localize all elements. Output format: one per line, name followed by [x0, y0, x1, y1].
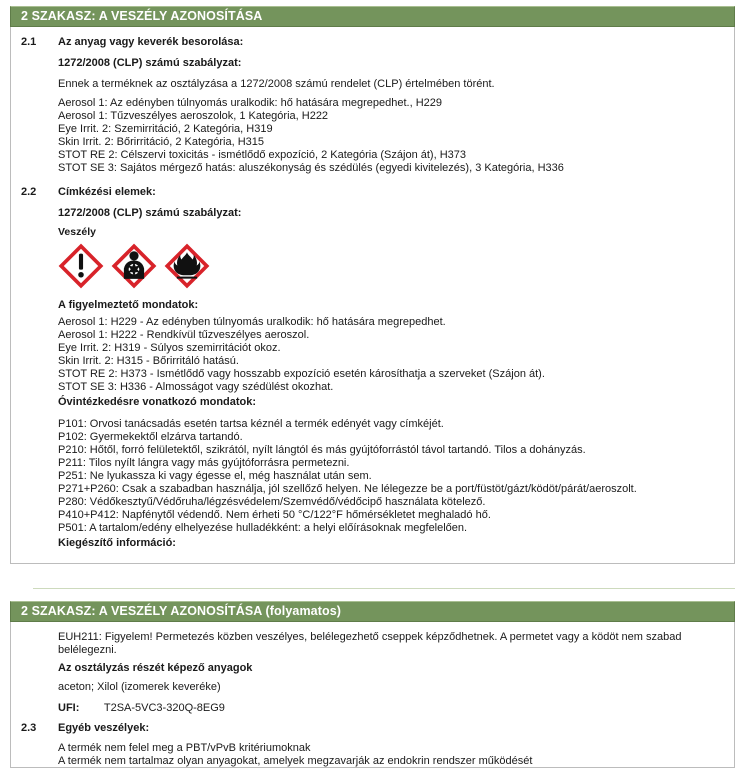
- classification-line: Skin Irrit. 2: Bőrirritáció, 2 Kategória, H315: [58, 136, 265, 148]
- ghs-pictogram-row: [58, 243, 724, 289]
- subsection-2-1-heading: [21, 36, 724, 49]
- other-hazard-line: A termék nem felel meg a PBT/vPvB kritériumoknak: [58, 742, 311, 754]
- subsection-title: Címkézési elemek:: [58, 186, 156, 198]
- hazard-statement-line: Eye Irrit. 2: H319 - Súlyos szemirritációt okoz.: [58, 342, 281, 354]
- classification-intro: Ennek a terméknek az osztályzása a 1272/2008 számú rendelet (CLP) értelmében törént.: [58, 78, 495, 90]
- clp-regulation-heading: 1272/2008 (CLP) számú szabályzat:: [58, 207, 242, 219]
- classification-line: Eye Irrit. 2: Szemirritáció, 2 Kategória, H319: [58, 123, 273, 135]
- precaution-line: P102: Gyermekektől elzárva tartandó.: [58, 431, 243, 443]
- precaution-line: P211: Tilos nyílt lángra vagy más gyújtóforrásra permetezni.: [58, 457, 350, 469]
- subsection-2-2-heading: [21, 186, 724, 199]
- section2-content-box: [10, 27, 735, 564]
- page-rule-divider: [33, 588, 735, 589]
- supplemental-info-heading: Kiegészítő információ:: [58, 537, 176, 549]
- classification-line: STOT SE 3: Sajátos mérgező hatás: aluszékonyság és szédülés (egyedi kivitelezés), 3 Kategória, H336: [58, 162, 564, 174]
- precaution-line: P101: Orvosi tanácsadás esetén tartsa kéznél a termék edényét vagy címkéjét.: [58, 418, 444, 430]
- ufi-row: [58, 702, 724, 715]
- ufi-label: UFI:: [58, 702, 80, 714]
- precautionary-statements-heading: Óvintézkedésre vonatkozó mondatok:: [58, 396, 257, 408]
- ufi-value: T2SA-5VC3-320Q-8EG9: [103, 702, 225, 714]
- subsection-number: 2.2: [21, 186, 37, 198]
- classification-line: STOT RE 2: Célszervi toxicitás - ismétlődő expozíció, 2 Kategória (Szájon át), H373: [58, 149, 466, 161]
- other-hazard-line: A termék nem tartalmaz olyan anyagokat, amelyek megzavarják az endokrin rendszer működését: [58, 755, 533, 767]
- clp-regulation-heading: 1272/2008 (CLP) számú szabályzat:: [58, 57, 242, 69]
- precaution-line: P210: Hőtől, forró felületektől, szikrától, nyílt lángtól és más gyújtóforrástól távol tartandó. Tilos a dohányzás.: [58, 444, 586, 456]
- classification-list: [58, 97, 724, 175]
- ghs08-health-hazard-icon: [111, 243, 157, 289]
- precaution-line: P251: Ne lyukassza ki vagy égesse el, még használat után sem.: [58, 470, 372, 482]
- hazard-statements-heading: A figyelmeztető mondatok:: [58, 299, 199, 311]
- substances-heading: Az osztályzás részét képező anyagok: [58, 662, 253, 674]
- signal-word: Veszély: [58, 226, 96, 238]
- subsection-number: 2.1: [21, 36, 37, 48]
- precaution-line: P501: A tartalom/edény elhelyezése hulladékként: a helyi előírásoknak megfelelően.: [58, 522, 468, 534]
- subsection-title: Az anyag vagy keverék besorolása:: [58, 36, 244, 48]
- ghs02-flame-icon: [164, 243, 210, 289]
- hazard-statement-line: Skin Irrit. 2: H315 - Bőrirritáló hatású.: [58, 355, 239, 367]
- classification-line: Aerosol 1: Tűzveszélyes aeroszolok, 1 Kategória, H222: [58, 110, 329, 122]
- section2-continued-header-bar: 2 SZAKASZ: A VESZÉLY AZONOSÍTÁSA (folyamatos): [10, 601, 735, 622]
- section2-header-bar: 2 SZAKASZ: A VESZÉLY AZONOSÍTÁSA: [10, 6, 735, 27]
- subsection-2-3-heading: [21, 722, 724, 735]
- hazard-statement-line: STOT RE 2: H373 - Ismétlődő vagy hosszabb expozíció esetén károsíthatja a szerveket (Szájon át).: [58, 368, 545, 380]
- section-gap: [10, 564, 735, 601]
- precaution-line: P271+P260: Csak a szabadban használja, jól szellőző helyen. Ne lélegezze be a port/füstöt/gázt/ködöt/párát/aeroszolt.: [58, 483, 637, 495]
- hazard-statement-line: Aerosol 1: H222 - Rendkívül tűzveszélyes aeroszol.: [58, 329, 310, 341]
- subsection-title: Egyéb veszélyek:: [58, 722, 150, 734]
- euh-statement: EUH211: Figyelem! Permetezés közben veszélyes, belélegezhető cseppek képződhetnek. A permetet vagy a ködöt nem szabad belélegezni.: [58, 631, 682, 656]
- hazard-statements-list: [58, 316, 724, 394]
- hazard-statement-line: Aerosol 1: H229 - Az edényben túlnyomás uralkodik: hő hatására megrepedhet.: [58, 316, 446, 328]
- precautionary-statements-list: [58, 418, 724, 535]
- classification-line: Aerosol 1: Az edényben túlnyomás uralkodik: hő hatására megrepedhet., H229: [58, 97, 443, 109]
- precaution-line: P410+P412: Napfénytől védendő. Nem érheti 50 °C/122°F hőmérsékletet meghaladó hő.: [58, 509, 491, 521]
- ghs07-exclamation-icon: [58, 243, 104, 289]
- other-hazards-list: [58, 742, 724, 768]
- precaution-line: P280: Védőkesztyű/Védőruha/légzésvédelem/Szemvédő/védőcipő használata kötelező.: [58, 496, 486, 508]
- substances-line: aceton; Xilol (izomerek keveréke): [58, 681, 221, 693]
- subsection-number: 2.3: [21, 722, 37, 734]
- hazard-statement-line: STOT SE 3: H336 - Almosságot vagy szédülést okozhat.: [58, 381, 334, 393]
- section2-continued-content-box: [10, 622, 735, 768]
